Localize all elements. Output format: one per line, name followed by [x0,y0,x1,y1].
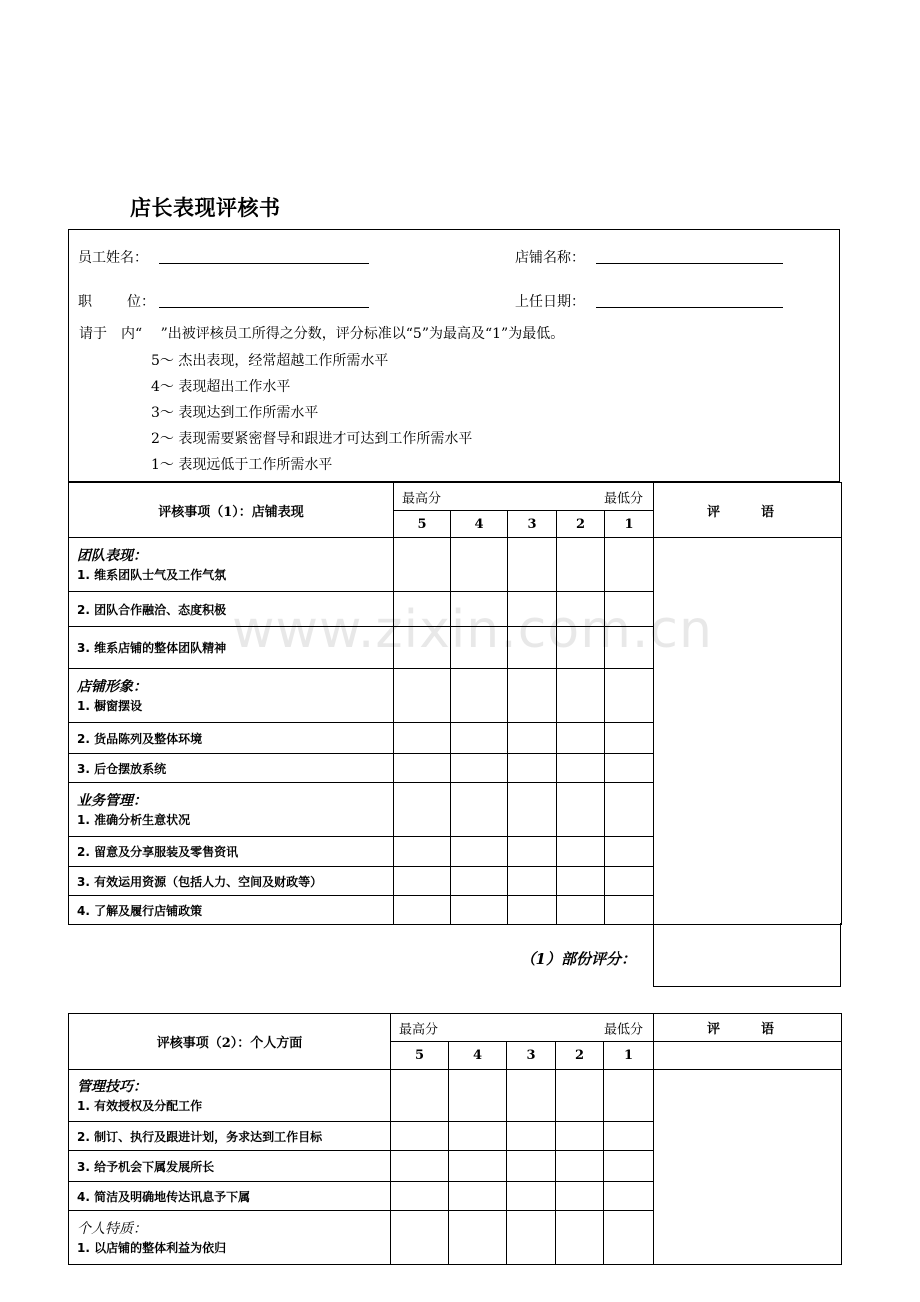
store-name-field[interactable] [596,263,783,264]
score-cell[interactable] [451,592,508,627]
score-cell[interactable] [449,1122,507,1151]
score-cell[interactable] [508,723,557,754]
score-cell[interactable] [557,867,605,896]
score-cell[interactable] [507,1070,556,1122]
score-cell[interactable] [508,867,557,896]
score-cell[interactable] [449,1070,507,1122]
section2-heading: 评核事项（2）：个人方面 [69,1014,391,1070]
criterion-label: 1. 维系团队士气及工作气氛 [77,567,227,582]
score-cell[interactable] [604,1151,654,1182]
table-row [69,538,394,592]
score-cell[interactable] [556,1070,604,1122]
score-cell[interactable] [391,1122,449,1151]
criterion-label: 3. 后仓摆放系统 [69,754,394,783]
scale-item: 1～ 表现远低于工作所需水平 [151,457,333,473]
store-name-label: 店铺名称： [515,250,585,266]
score-cell[interactable] [394,627,451,669]
score-cell[interactable] [394,538,451,592]
score-cell[interactable] [605,867,654,896]
score-cell[interactable] [391,1211,449,1265]
criterion-label: 1. 准确分析生意状况 [77,812,191,827]
score-cell[interactable] [556,1122,604,1151]
score-col-1: 1 [604,1042,654,1070]
score-cell[interactable] [394,837,451,867]
score-cell[interactable] [557,837,605,867]
score-col-3: 3 [508,511,557,538]
score-cell[interactable] [451,867,508,896]
score-cell[interactable] [556,1182,604,1211]
score-cell[interactable] [508,896,557,925]
category-title: 个人特质： [77,1220,147,1237]
score-cell[interactable] [605,896,654,925]
criterion-label: 1. 有效授权及分配工作 [77,1098,203,1113]
score-cell[interactable] [394,783,451,837]
score-cell[interactable] [557,723,605,754]
comment-header: 评 语 [654,483,842,538]
score-cell[interactable] [391,1151,449,1182]
score-cell[interactable] [451,627,508,669]
score-col-5: 5 [391,1042,449,1070]
score-cell[interactable] [451,538,508,592]
category-title: 团队表现： [77,547,147,564]
score-cell[interactable] [604,1070,654,1122]
score-cell[interactable] [449,1211,507,1265]
score-cell[interactable] [605,669,654,723]
section1-table [68,482,842,925]
lowest-score-label: 最低分 [604,1022,644,1037]
score-col-2: 2 [556,1042,604,1070]
score-col-4: 4 [449,1042,507,1070]
score-col-1: 1 [605,511,654,538]
table-row [69,1211,391,1265]
comment-header: 评 语 [654,1014,842,1042]
score-cell[interactable] [508,754,557,783]
watermark-text: www.zixin.com.cn [232,600,713,660]
position-field[interactable] [159,307,369,308]
score-cell[interactable] [391,1182,449,1211]
criterion-label: 2. 制订、执行及跟进计划，务求达到工作目标 [69,1122,391,1151]
score-cell[interactable] [508,669,557,723]
start-date-label: 上任日期： [515,294,585,310]
score-cell[interactable] [604,1182,654,1211]
score-cell[interactable] [508,627,557,669]
lowest-score-label: 最低分 [604,491,644,506]
score-cell[interactable] [507,1151,556,1182]
table-row [69,783,394,837]
scale-item: 2～ 表现需要紧密督导和跟进才可达到工作所需水平 [151,431,473,447]
comment-cell[interactable] [654,538,842,925]
position-label-b: 位： [127,294,155,310]
score-cell[interactable] [451,723,508,754]
comment-subheader-cell [654,1042,842,1070]
score-cell[interactable] [604,1211,654,1265]
score-cell[interactable] [557,783,605,837]
score-cell[interactable] [508,837,557,867]
score-cell[interactable] [508,783,557,837]
score-cell[interactable] [605,723,654,754]
score-cell[interactable] [394,754,451,783]
criterion-label: 3. 给予机会下属发展所长 [69,1151,391,1182]
score-cell[interactable] [451,669,508,723]
section1-part-score-label: （1）部份评分： [520,950,636,968]
score-col-2: 2 [557,511,605,538]
criterion-label: 3. 有效运用资源（包括人力、空间及财政等） [69,867,394,896]
comment-cell[interactable] [654,1070,842,1265]
score-cell[interactable] [394,669,451,723]
section1-part-score-box[interactable] [653,923,841,987]
score-cell[interactable] [507,1211,556,1265]
score-cell[interactable] [394,867,451,896]
score-cell[interactable] [604,1122,654,1151]
position-label-a: 职 [78,294,92,310]
score-cell[interactable] [557,592,605,627]
section2-table [68,1013,842,1265]
score-cell[interactable] [451,754,508,783]
category-title: 店铺形象： [77,678,147,695]
criterion-label: 4. 简洁及明确地传达讯息予下属 [69,1182,391,1211]
highest-score-label: 最高分 [399,1022,439,1037]
score-cell[interactable] [391,1070,449,1122]
score-cell[interactable] [394,723,451,754]
employee-info-box [68,229,840,482]
score-cell[interactable] [507,1122,556,1151]
score-col-5: 5 [394,511,451,538]
score-cell[interactable] [605,538,654,592]
category-title: 业务管理： [77,792,147,809]
scale-item: 4～ 表现超出工作水平 [151,379,291,395]
score-cell[interactable] [557,538,605,592]
scale-item: 5～ 杰出表现，经常超越工作所需水平 [151,353,389,369]
table-row [69,669,394,723]
score-range-header [391,1014,654,1042]
scale-item: 3～ 表现达到工作所需水平 [151,405,319,421]
score-cell[interactable] [449,1151,507,1182]
score-cell[interactable] [508,538,557,592]
category-title: 管理技巧： [77,1078,147,1095]
score-cell[interactable] [605,592,654,627]
employee-name-field[interactable] [159,263,369,264]
score-cell[interactable] [605,627,654,669]
score-col-3: 3 [507,1042,556,1070]
criterion-label: 2. 团队合作融洽、态度积极 [69,592,394,627]
score-cell[interactable] [557,627,605,669]
criterion-label: 2. 货品陈列及整体环境 [69,723,394,754]
section1-heading: 评核事项（1）：店铺表现 [69,483,394,538]
score-cell[interactable] [605,754,654,783]
score-cell[interactable] [451,837,508,867]
score-cell[interactable] [451,783,508,837]
score-cell[interactable] [557,754,605,783]
criterion-label: 1. 橱窗摆设 [77,698,143,713]
score-cell[interactable] [556,1211,604,1265]
score-cell[interactable] [394,896,451,925]
score-cell[interactable] [394,592,451,627]
score-cell[interactable] [451,896,508,925]
score-cell[interactable] [508,592,557,627]
criterion-label: 2. 留意及分享服装及零售资讯 [69,837,394,867]
page-title: 店长表现评核书 [130,195,281,220]
employee-name-label: 员工姓名： [78,250,148,266]
score-cell[interactable] [605,837,654,867]
highest-score-label: 最高分 [402,491,442,506]
score-cell[interactable] [556,1151,604,1182]
score-cell[interactable] [507,1182,556,1211]
score-cell[interactable] [557,669,605,723]
criterion-label: 4. 了解及履行店铺政策 [69,896,394,925]
start-date-field[interactable] [596,307,783,308]
score-cell[interactable] [557,896,605,925]
score-cell[interactable] [605,783,654,837]
criterion-label: 3. 维系店铺的整体团队精神 [69,627,394,669]
score-range-header [394,483,654,511]
table-row [69,1070,391,1122]
criterion-label: 1. 以店铺的整体利益为依归 [77,1240,227,1255]
scoring-instruction: 请于 内“ ”出被评核员工所得之分数，评分标准以“5”为最高及“1”为最低。 [79,326,565,342]
score-col-4: 4 [451,511,508,538]
score-cell[interactable] [449,1182,507,1211]
